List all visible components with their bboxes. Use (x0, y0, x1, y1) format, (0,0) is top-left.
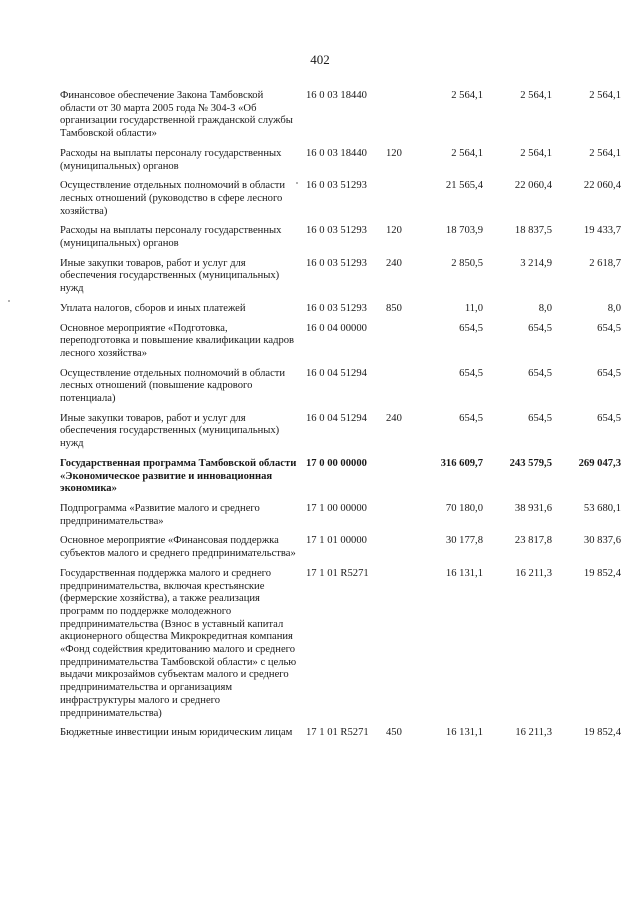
cell-name: Осуществление отдельных полномочий в области лесных отношений (повышение кадрового потенциала) (60, 367, 286, 405)
cell-name: Государственная поддержка малого и среднего предпринимательства, включая крестьянские (фермерские хозяйства), а также реализация программ по поддержке молодежного предпринимательства (Взнос в уставный капитал акционерного общества Микрокредитная компания «Фонд содействия кредитованию малого и среднего предпринимательства Тамбовской области» с целью выдачи микрозаймов субъектам малого и среднего предпринимательства и организациям инфраструктуры малого и среднего предпринимательства) (60, 567, 297, 719)
cell-target-article: 16 0 03 51293 (306, 180, 367, 192)
scan-artifact-dot (8, 300, 10, 302)
cell-name: Финансовое обеспечение Закона Тамбовской области от 30 марта 2005 года № 304-З «Об организации государственной гражданской службы Тамбовской области» (60, 90, 293, 140)
cell-amount-year-3: 19 852,4 (583, 567, 621, 579)
cell-target-article: 16 0 04 51294 (306, 412, 367, 424)
cell-amount-year-3: 19 852,4 (583, 727, 621, 739)
budget-table-body (60, 90, 621, 747)
cell-amount-year-3: 2 618,7 (589, 257, 621, 269)
cell-target-article: 16 0 03 51293 (306, 257, 367, 269)
cell-expense-type: 240 (386, 412, 402, 424)
table-row (60, 727, 621, 747)
table-row (60, 368, 621, 413)
cell-amount-year-3: 19 433,7 (583, 225, 621, 237)
cell-target-article: 17 1 00 00000 (306, 502, 367, 514)
cell-target-article: 17 1 01 R5271 (306, 727, 369, 739)
cell-expense-type (386, 323, 414, 368)
cell-target-article: 16 0 04 00000 (306, 322, 367, 334)
cell-expense-type: 120 (386, 225, 402, 237)
cell-amount-year-3: 654,5 (597, 322, 621, 334)
scan-artifact-dot (296, 182, 298, 184)
cell-expense-type: 240 (386, 257, 402, 269)
cell-name: Бюджетные инвестиции иным юридическим лицам (60, 727, 293, 739)
table-row (60, 323, 621, 368)
page-number: 402 (310, 52, 330, 67)
cell-amount-year-1: 70 180,0 (445, 502, 483, 514)
cell-amount-year-2: 22 060,4 (514, 180, 552, 192)
table-row (60, 568, 621, 727)
table-row (60, 535, 621, 567)
cell-amount-year-3: 654,5 (597, 367, 621, 379)
table-row (60, 258, 621, 303)
cell-name: Государственная программа Тамбовской области «Экономическое развитие и инновационная экономика» (60, 457, 297, 495)
table-row (60, 90, 621, 148)
cell-amount-year-1: 654,5 (459, 322, 483, 334)
cell-expense-type (386, 503, 414, 535)
cell-target-article: 17 1 01 00000 (306, 535, 367, 547)
cell-name: Подпрограмма «Развитие малого и среднего предпринимательства» (60, 502, 260, 527)
table-row (60, 148, 621, 180)
cell-amount-year-2: 23 817,8 (514, 535, 552, 547)
cell-amount-year-1: 16 131,1 (445, 567, 483, 579)
cell-expense-type (386, 90, 414, 148)
cell-amount-year-3: 269 047,3 (578, 457, 621, 469)
cell-amount-year-2: 38 931,6 (514, 502, 552, 514)
cell-amount-year-2: 654,5 (528, 367, 552, 379)
cell-amount-year-3: 22 060,4 (583, 180, 621, 192)
cell-name: Осуществление отдельных полномочий в области лесных отношений (руководство в сфере лесного хозяйства) (60, 180, 286, 217)
cell-amount-year-2: 3 214,9 (520, 257, 552, 269)
cell-amount-year-1: 16 131,1 (445, 727, 483, 739)
cell-amount-year-2: 18 837,5 (514, 225, 552, 237)
cell-amount-year-1: 11,0 (464, 302, 483, 314)
cell-amount-year-2: 654,5 (528, 322, 552, 334)
cell-amount-year-2: 16 211,3 (515, 727, 552, 739)
cell-amount-year-1: 2 850,5 (451, 257, 483, 269)
cell-amount-year-3: 654,5 (597, 412, 621, 424)
cell-name: Основное мероприятие «Подготовка, переподготовка и повышение квалификации кадров лесного хозяйства» (60, 322, 295, 359)
cell-amount-year-1: 2 564,1 (451, 90, 483, 101)
cell-expense-type (386, 180, 414, 225)
cell-name: Расходы на выплаты персоналу государственных (муниципальных) органов (60, 225, 282, 250)
cell-expense-type: 850 (386, 302, 402, 314)
cell-name: Расходы на выплаты персоналу государственных (муниципальных) органов (60, 147, 282, 172)
cell-expense-type (386, 368, 414, 413)
cell-amount-year-1: 654,5 (459, 367, 483, 379)
cell-name: Иные закупки товаров, работ и услуг для обеспечения государственных (муниципальных) нужд (60, 257, 280, 295)
table-row (60, 303, 621, 323)
table-row (60, 413, 621, 458)
cell-name: Уплата налогов, сборов и иных платежей (60, 302, 246, 314)
cell-target-article: 16 0 03 18440 (306, 147, 367, 159)
table-row (60, 503, 621, 535)
cell-amount-year-1: 316 609,7 (440, 457, 483, 469)
cell-amount-year-2: 2 564,1 (520, 147, 552, 159)
cell-amount-year-3: 53 680,1 (583, 502, 621, 514)
cell-amount-year-1: 21 565,4 (445, 180, 483, 192)
cell-amount-year-2: 8,0 (538, 302, 552, 314)
table-row (60, 225, 621, 257)
cell-amount-year-2: 243 579,5 (509, 457, 552, 469)
cell-amount-year-1: 30 177,8 (445, 535, 483, 547)
cell-expense-type (386, 458, 414, 503)
cell-amount-year-3: 8,0 (607, 302, 621, 314)
cell-amount-year-2: 2 564,1 (520, 90, 552, 101)
cell-amount-year-3: 2 564,1 (589, 147, 621, 159)
cell-target-article: 16 0 04 51294 (306, 367, 367, 379)
cell-amount-year-1: 654,5 (459, 412, 483, 424)
cell-target-article: 16 0 03 18440 (306, 90, 367, 101)
cell-target-article: 17 0 00 00000 (306, 457, 367, 469)
cell-target-article: 16 0 03 51293 (306, 302, 367, 314)
cell-amount-year-1: 18 703,9 (445, 225, 483, 237)
budget-table (60, 90, 621, 747)
cell-expense-type (386, 535, 414, 567)
cell-amount-year-1: 2 564,1 (451, 147, 483, 159)
cell-amount-year-2: 654,5 (528, 412, 552, 424)
cell-amount-year-3: 30 837,6 (583, 535, 621, 547)
cell-target-article: 16 0 03 51293 (306, 225, 367, 237)
cell-name: Основное мероприятие «Финансовая поддержка субъектов малого и среднего предпринимательства» (60, 535, 296, 560)
table-row (60, 180, 621, 225)
cell-amount-year-3: 2 564,1 (589, 90, 621, 101)
cell-target-article: 17 1 01 R5271 (306, 567, 369, 579)
cell-expense-type: 120 (386, 147, 402, 159)
cell-name: Иные закупки товаров, работ и услуг для обеспечения государственных (муниципальных) нужд (60, 412, 280, 450)
cell-expense-type: 450 (386, 727, 402, 739)
cell-expense-type (386, 568, 414, 727)
cell-amount-year-2: 16 211,3 (515, 567, 552, 579)
table-row (60, 458, 621, 503)
